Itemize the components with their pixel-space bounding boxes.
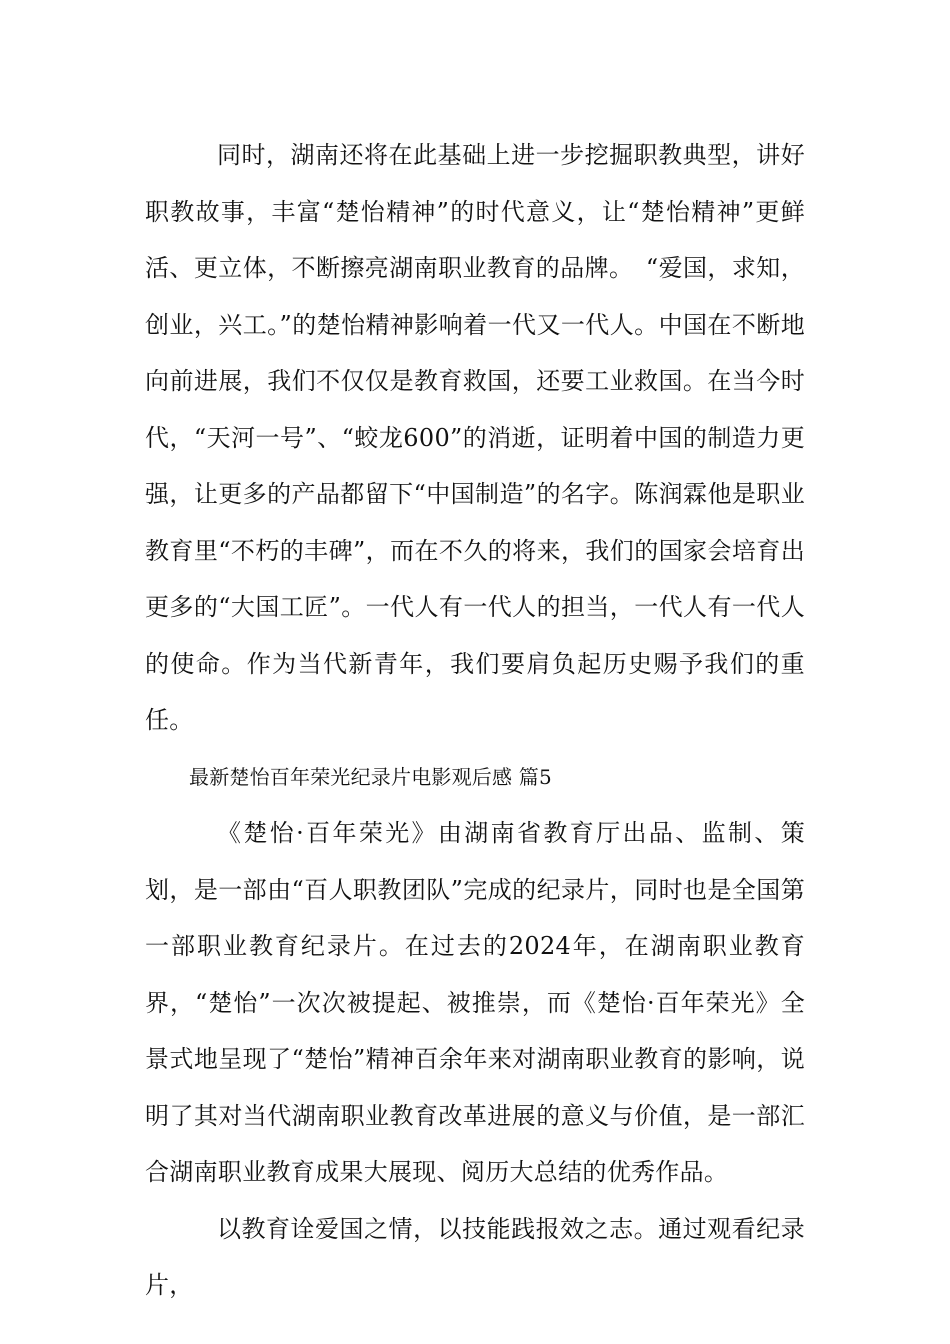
document-body — [145, 127, 805, 1314]
paragraph: 以教育诠爱国之情，以技能践报效之志。通过观看纪录片， — [145, 1214, 805, 1299]
section-heading: 最新楚怡百年荣光纪录片电影观后感 篇5 — [189, 764, 552, 789]
paragraph: 同时，湖南还将在此基础上进一步挖掘职教典型，讲好职教故事，丰富“楚怡精神”的时代意义，让“楚怡精神”更鲜活、更立体，不断擦亮湖南职业教育的品牌。 “爱国，求知，创业，兴工。”的楚怡精神影响着一代又一代人。中国在不断地向前进展，我们不仅仅是教育救国，还要工业救国。在当今时代，“天河一号”、“蛟龙600”的消逝，证明着中国的制造力更强，让更多的产品都留下“中国制造”的名字。陈润霖他是职业教育里“不朽的丰碑”，而在不久的将来，我们的国家会培育出更多的“大国工匠”。一代人有一代人的担当，一代人有一代人的使命。作为当代新青年，我们要肩负起历史赐予我们的重任。 — [145, 141, 805, 734]
paragraph: 《楚怡·百年荣光》由湖南省教育厅出品、监制、策划，是一部由“百人职教团队”完成的纪录片，同时也是全国第一部职业教育纪录片。在过去的2024年，在湖南职业教育界，“楚怡”一次次被提起、被推崇，而《楚怡·百年荣光》全景式地呈现了“楚怡”精神百余年来对湖南职业教育的影响，说明了其对当代湖南职业教育改革进展的意义与价值，是一部汇合湖南职业教育成果大展现、阅历大总结的优秀作品。 — [145, 819, 805, 1186]
